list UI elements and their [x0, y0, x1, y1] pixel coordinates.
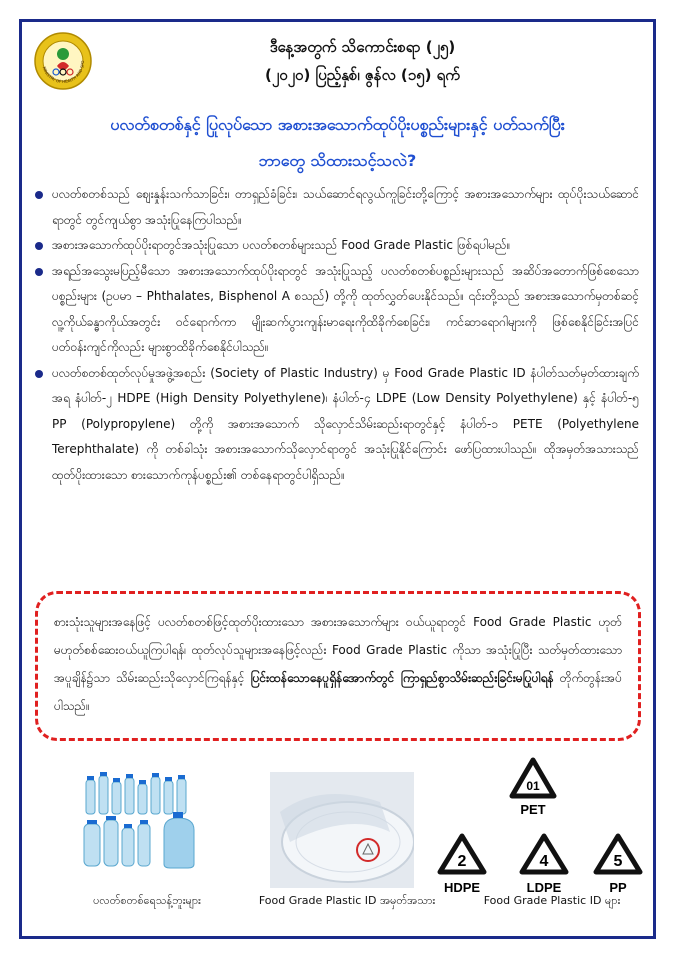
pet-recycle-icon	[512, 760, 554, 817]
bullet-list	[32, 182, 639, 488]
symbol-label: LDPE	[526, 880, 562, 895]
symbol-label: HDPE	[443, 880, 481, 895]
notice-text: စားသုံးသူများအနေဖြင့် ပလတ်စတစ်ဖြင့်ထုတ်ပိုးထားသော အစားအသောက်များ ဝယ်ယူရာတွင် Food Grade Plastic ဟုတ်မဟုတ်စစ်ဆေးဝယ်ယူကြပါရန်၊ ထုတ်လုပ်သူများအနေဖြင့်လည်း Food Grade Plastic ကိုသာ အသုံးပြုပြီး သတ်မှတ်ထားသောအပူချိန်၌သာ သိမ်းဆည်းသိုလှောင်ကြရန်နှင့်	[54, 615, 622, 685]
symbol-label: PP	[609, 880, 627, 895]
bullet-item: အစားအသောက်ထုပ်ပိုးရာတွင်အသုံးပြုသော ပလတ်စတစ်များသည် Food Grade Plastic ဖြစ်ရပါမည်။	[32, 233, 639, 259]
symbol-number: 2	[457, 853, 467, 870]
document-title-line2: ဘာတွေ သိထားသင့်သလဲ?	[258, 151, 417, 170]
bullet-item: ပလတ်စတစ်ထုတ်လုပ်မှုအဖွဲ့အစည်း (Society of Plastic Industry) မှ Food Grade Plastic ID နံပါတ်သတ်မှတ်ထားချက်အရ နံပါတ်-၂ HDPE (High Density Polyethylene)၊ နံပါတ်-၄ LDPE (Low Density Polyethylene) နှင့် နံပါတ်-၅ PP (Polypropylene) တို့ကို အစားအသောက် သိုလှောင်သိမ်းဆည်းရာတွင်နှင့် နံပါတ်-၁ PETE (Polyethylene Terephthalate) ကို တစ်ခါသုံး အစားအသောက်သိုလှောင်ရာတွင် အသုံးပြုနိုင်ကြောင်း ဖော်ပြထားပါသည်။ ထိုအမှတ်အသားသည် ထုတ်ပိုးထားသော စားသောက်ကုန်ပစ္စည်း၏ တစ်နေရာတွင်ပါရှိသည်။	[32, 361, 639, 489]
caption-container: Food Grade Plastic ID အမှတ်အသား	[258, 894, 436, 907]
water-bottles-image	[82, 772, 202, 872]
document-page	[19, 19, 656, 939]
plastic-id-symbols	[422, 752, 648, 912]
pp-recycle-icon	[596, 836, 640, 895]
notice-bold-text: ပြင်းထန်သောနေပူရှိန်အောက်တွင် ကြာရှည်စွာသိမ်းဆည်းခြင်းမပြုပါရန်	[250, 671, 554, 685]
caption-bottles: ပလတ်စတစ်ရေသန့်ဘူးများ	[93, 894, 201, 907]
bullet-item: ပလတ်စတစ်သည် ဈေးနှုန်းသက်သာခြင်း၊ တာရှည်ခံခြင်း၊ သယ်ဆောင်ရလွယ်ကူခြင်းတို့ကြောင့် အစားအသောက်များ ထုပ်ပိုးသယ်ဆောင်ရာတွင် တွင်ကျယ်စွာ အသုံးပြုနေကြပါသည်။	[32, 182, 639, 233]
notice-tail: တိုက်တွန်းအပ်ပါသည်။	[54, 671, 622, 713]
header-date: (၂၀၂၀) ပြည့်နှစ်၊ ဇွန်လ (၁၅) ရက်	[265, 66, 460, 84]
plastic-container-image	[270, 772, 414, 888]
symbol-number: 01	[526, 779, 540, 793]
symbol-number: 5	[613, 853, 623, 870]
symbol-label: PET	[520, 802, 546, 817]
notice-box	[35, 591, 641, 741]
header-title: ဒီနေ့အတွက် သိကောင်းစရာ (၂၅)	[269, 38, 456, 56]
document-title-line1: ပလတ်စတစ်နှင့် ပြုလုပ်သော အစားအသောက်ထုပ်ပိုးပစ္စည်းများနှင့် ပတ်သက်ပြီး	[110, 115, 565, 134]
symbol-number: 4	[539, 853, 549, 870]
logo-caption: MINISTRY OF HEALTH AND SPO	[41, 60, 86, 85]
hdpe-recycle-icon	[440, 836, 484, 895]
bullet-item: အရည်အသွေးမပြည့်မီသော အစားအသောက်ထုပ်ပိုးရာတွင် အသုံးပြုသည့် ပလတ်စတစ်ပစ္စည်းများသည် အဆိပ်အတောက်ဖြစ်စေသော ပစ္စည်းများ (ဥပမာ – Phthalates, Bisphenol A စသည်) တို့ကို ထုတ်လွှတ်ပေးနိုင်သည်။ ၎င်းတို့သည် အစားအသောက်မှတစ်ဆင့် လူ့ကိုယ်ခန္ဓာကိုယ်အတွင်း ဝင်ရောက်ကာ မျိုးဆက်ပွားကျန်းမာရေးကိုထိခိုက်စေခြင်း၊ ကင်ဆာရောဂါများကို ဖြစ်စေနိုင်ခြင်းအပြင် ပတ်ဝန်းကျင်ကိုလည်း များစွာထိခိုက်စေနိုင်ပါသည်။	[32, 259, 639, 361]
ldpe-recycle-icon	[522, 836, 566, 895]
caption-ids: Food Grade Plastic ID များ	[483, 894, 621, 907]
